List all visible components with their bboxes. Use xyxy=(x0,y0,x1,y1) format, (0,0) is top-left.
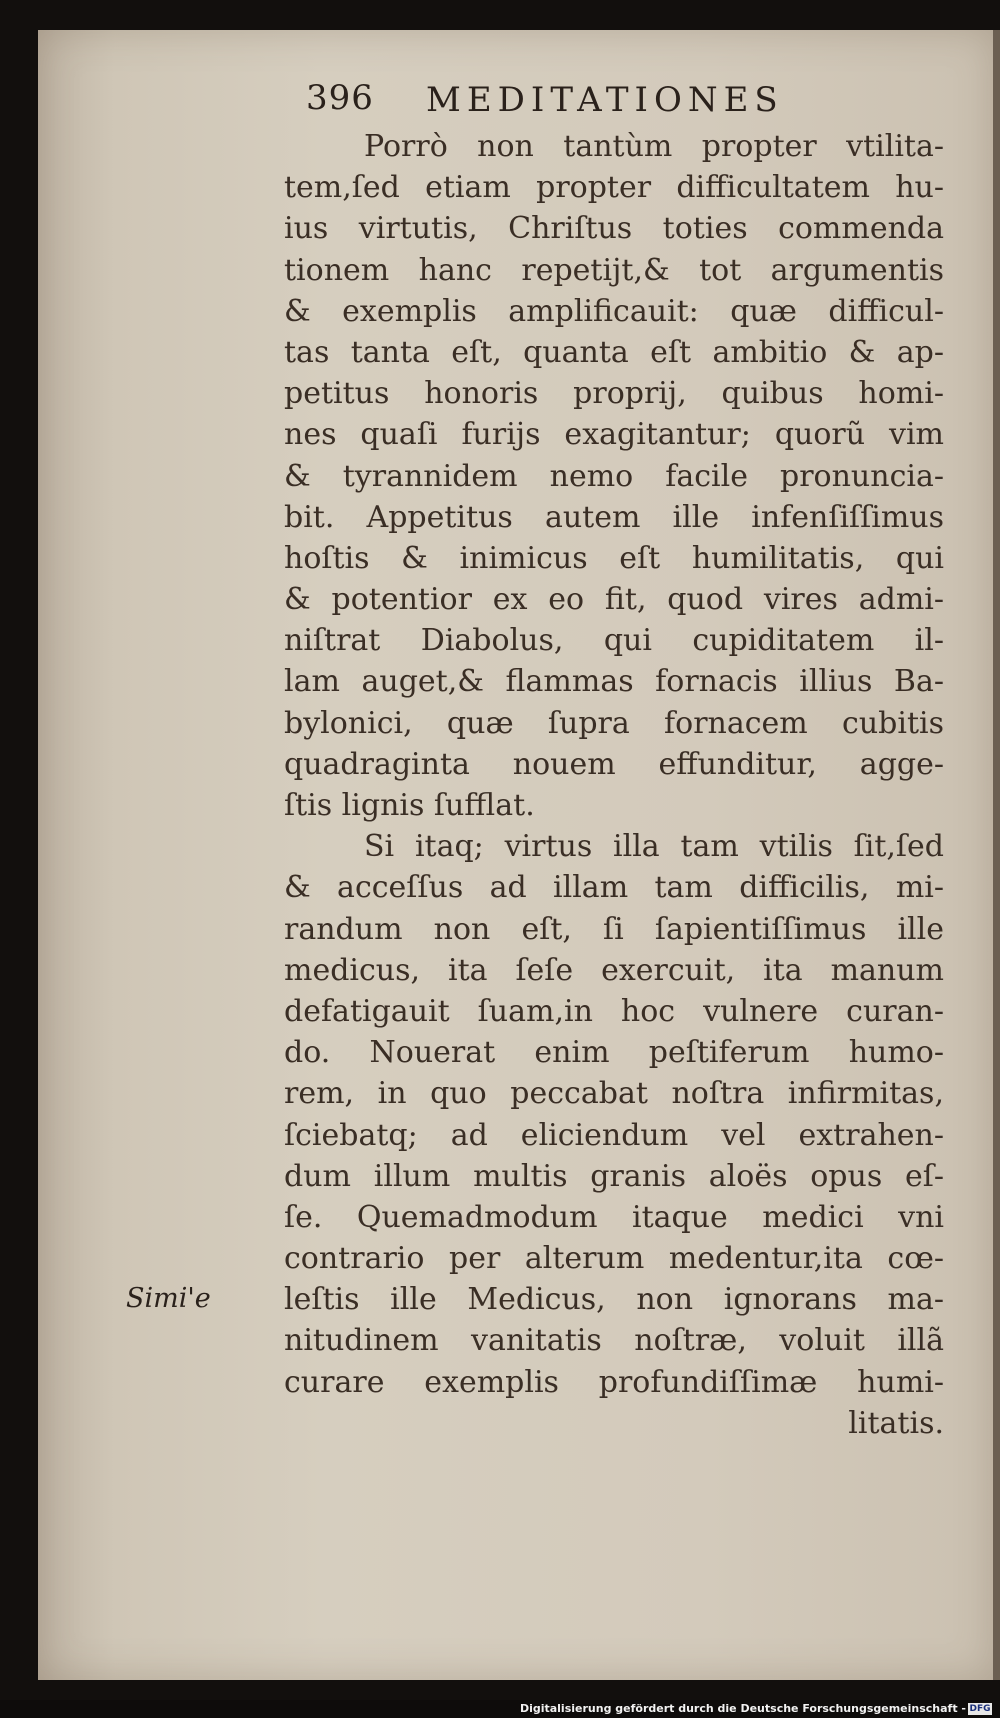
text-line: dum illum multis granis aloës opus eſ- xyxy=(284,1158,944,1194)
text-line: quadraginta nouem effunditur, agge- xyxy=(284,746,944,782)
text-line: leſtis ille Medicus, non ignorans ma- xyxy=(284,1282,944,1318)
text-line: bit. Appetitus autem ille infenſiſſimus xyxy=(284,499,944,535)
text-line: randum non eſt, ſi ſapientiſſimus ille xyxy=(284,911,944,947)
text-line: tionem hanc repetijt,& tot argumentis xyxy=(284,252,944,288)
text-line: ſciebatq; ad eliciendum vel extrahen- xyxy=(284,1117,944,1153)
text-line: curare exemplis profundiſſimæ humi- xyxy=(284,1364,944,1400)
text-line: & tyrannidem nemo facile pronuncia- xyxy=(284,458,944,494)
text-line: do. Nouerat enim peſtiferum humo- xyxy=(284,1035,944,1071)
text-line: petitus honoris proprij, quibus homi- xyxy=(284,376,944,412)
margin-note: Simi'e xyxy=(126,1283,211,1314)
text-line: nitudinem vanitatis noſtræ, voluit illã xyxy=(284,1323,944,1359)
page-number: 396 xyxy=(306,78,374,118)
text-line: hoſtis & inimicus eſt humilitatis, qui xyxy=(284,540,944,576)
text-line: & exemplis amplificauit: quæ difficul- xyxy=(284,293,944,329)
body-text xyxy=(284,126,944,1444)
text-line: & potentior ex eo fit, quod vires admi- xyxy=(284,582,944,618)
text-line: ſtis lignis ſufflat. xyxy=(284,788,535,823)
page-edge xyxy=(993,30,1000,1680)
text-line: tas tanta eſt, quanta eſt ambitio & ap- xyxy=(284,334,944,370)
text-line: & acceſſus ad illam tam difficilis, mi- xyxy=(284,870,944,906)
text-line: defatigauit ſuam,in hoc vulnere curan- xyxy=(284,993,944,1029)
text-line: niſtrat Diabolus, qui cupiditatem il- xyxy=(284,623,944,659)
text-line: Si itaq; virtus illa tam vtilis ſit,ſed xyxy=(364,829,944,865)
text-line: rem, in quo peccabat noſtra infirmitas, xyxy=(284,1076,944,1112)
dfg-logo: DFG xyxy=(969,1704,991,1714)
running-title: MEDITATIONES xyxy=(426,80,784,120)
text-line: ius virtutis, Chriſtus toties commenda xyxy=(284,211,944,247)
text-line: lam auget,& flammas fornacis illius Ba- xyxy=(284,664,944,700)
text-line: ſe. Quemadmodum itaque medici vni xyxy=(284,1199,944,1235)
page-header xyxy=(306,78,906,128)
text-line: contrario per alterum medentur,ita cœ- xyxy=(284,1241,944,1277)
text-line: bylonici, quæ ſupra fornacem cubitis xyxy=(284,705,944,741)
digitization-credit: Digitalisierung gefördert durch die Deutsche Forschungsgemeinschaft - xyxy=(519,1702,966,1715)
text-line: tem,ſed etiam propter difficultatem hu- xyxy=(284,170,944,206)
text-line: nes quaſi furijs exagitantur; quorũ vim xyxy=(284,417,944,453)
text-line: Porrò non tantùm propter vtilita- xyxy=(364,129,944,164)
text-line: litatis. xyxy=(848,1405,944,1441)
text-line: medicus, ita ſeſe exercuit, ita manum xyxy=(284,952,944,988)
